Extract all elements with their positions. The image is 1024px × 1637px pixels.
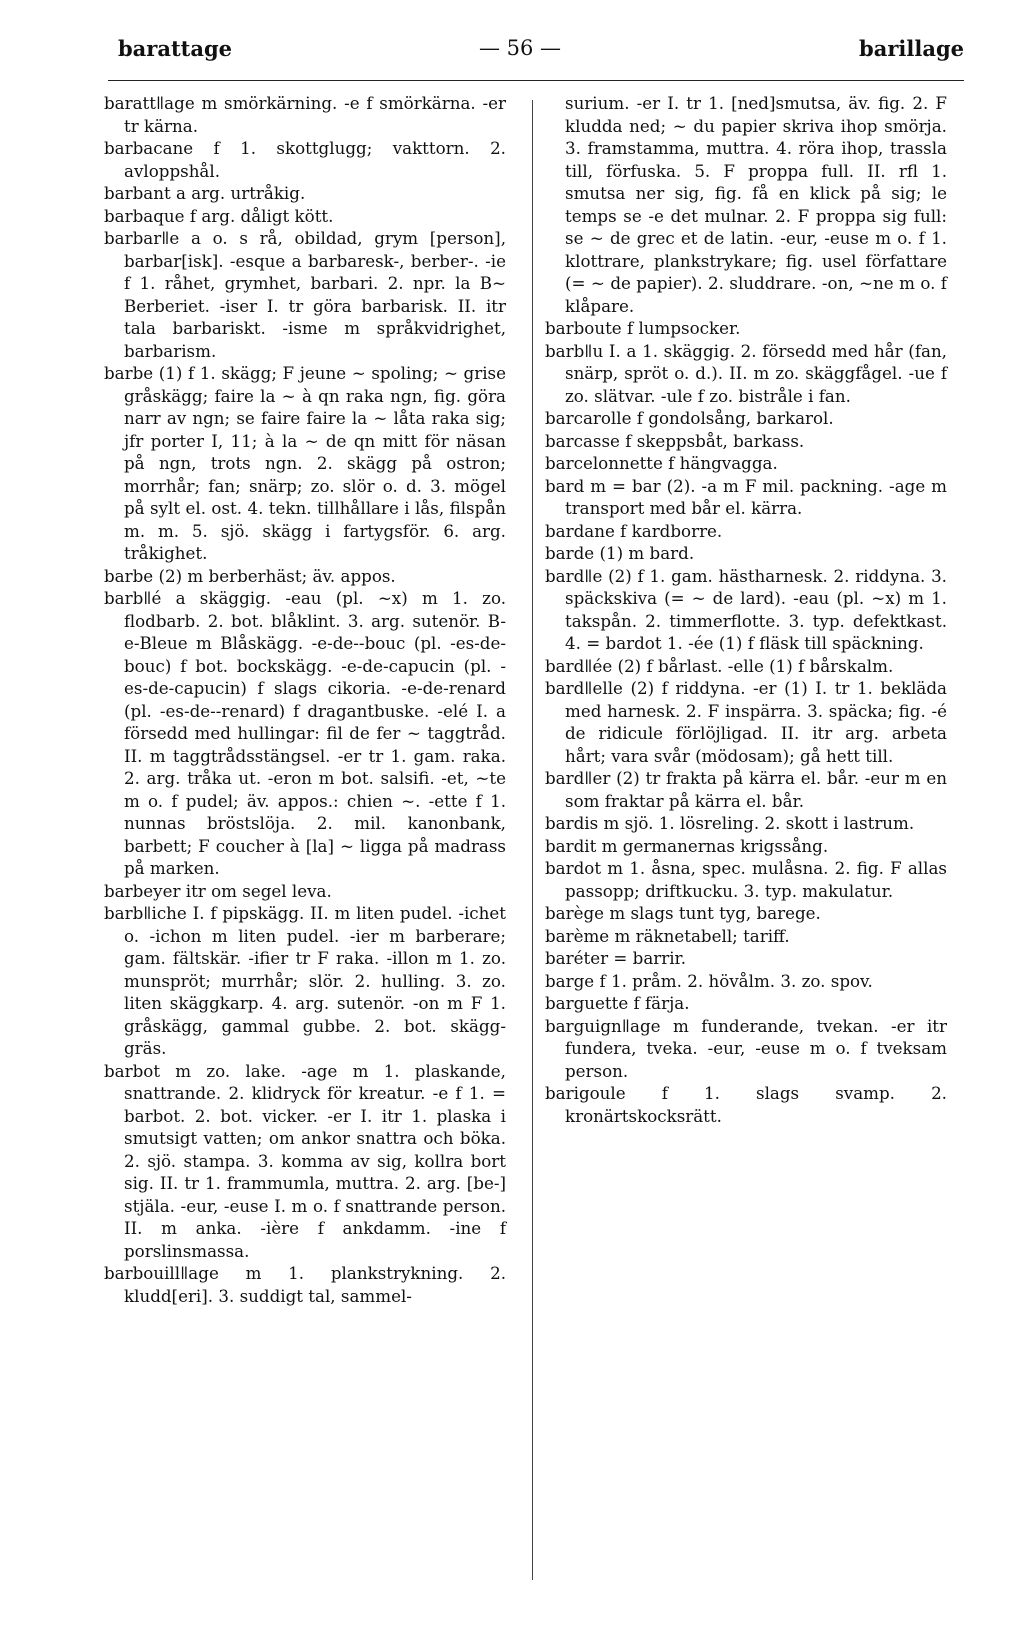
entry: bardot m 1. åsna, spec. mulåsna. 2. fig. F allas passopp; driftkucku. 3. typ. makulatur. — [545, 858, 947, 901]
running-head-right: barillage — [859, 36, 964, 61]
right-column — [545, 92, 947, 1127]
entry: barbouillǁage m 1. plankstrykning. 2. kludd[eri]. 3. suddigt tal, sammel- — [104, 1263, 506, 1306]
entry: barbeyer itr om segel leva. — [104, 880, 332, 901]
left-column — [104, 92, 506, 1307]
entry: barbant a arg. urtråkig. — [104, 183, 306, 203]
entry: barbe (2) m berberhäst; äv. appos. — [104, 565, 396, 586]
entry: barguette f färja. — [545, 993, 690, 1013]
entry: barbarǁe a o. s rå, obildad, grym [person], barbar[isk]. -esque a barbaresk-, berber-. -ie f 1. råhet, grymhet, barbari. 2. npr. la B~ Berberiet. -iser I. tr göra barbarisk. II. itr tala barbariskt. -isme m språkvidrighet, barbarism. — [104, 228, 506, 361]
entry: barigoule f 1. slags svamp. 2. kronärtskocksrätt. — [545, 1083, 947, 1126]
entry: barbe (1) f 1. skägg; F jeune ~ spoling; ~ grise gråskägg; faire la ~ à qn raka ngn, fig. göra narr av ngn; se faire faire la ~ låta raka sig; jfr porter I, 11; à la ~ de qn mitt för näsan på ngn, trots ngn. 2. skägg på ostron; morrhår; fan; snärp; zo. slör o. d. 3. mögel på sylt el. ost. 4. tekn. tillhållare i lås, filspån m. m. 5. sjö. skägg i fartygsför. 6. arg. tråkighet. — [104, 363, 506, 563]
entry: barde (1) m bard. — [545, 543, 695, 563]
entry: barcasse f skeppsbåt, barkass. — [545, 430, 805, 451]
entry: barbǁé a skäggig. -eau (pl. ~x) m 1. zo. flodbarb. 2. bot. blåklint. 3. arg. sutenör. B-e-Bleue m Blåskägg. -e-de--bouc (pl. -es-de-bouc) f bot. bockskägg. -e-de-capucin (pl. -es-de-capucin) f slags cikoria. -e-de-renard (pl. -es-de--renard) f dragantbuske. -elé I. a försedd med hullingar: fil de fer ~ taggtråd. II. m taggtrådsstängsel. -er tr 1. gam. raka. 2. arg. tråka ut. -eron m bot. salsifi. -et, ~te m o. f pudel; äv. appos.: chien ~. -ette f 1. nunnas bröstslöja. 2. mil. kanonbank, barbett; F coucher à [la] ~ ligga på madrass på marken. — [104, 588, 506, 878]
entry: barège m slags tunt tyg, barege. — [545, 903, 821, 923]
entry: bardǁelle (2) f riddyna. -er (1) I. tr 1. bekläda med harnesk. 2. F inspärra. 3. späcka; fig. -é de ridicule förlöjligad. II. itr arg. arbeta hårt; vara svår (mödosam); gå hett till. — [545, 678, 947, 766]
entry: bard m = bar (2). -a m F mil. packning. -age m transport med bår el. kärra. — [545, 475, 947, 518]
entry: barème m räknetabell; tariff. — [545, 925, 790, 946]
entry: barcelonnette f hängvagga. — [545, 453, 778, 473]
page-number: — 56 — — [478, 36, 562, 60]
entry: barboute f lumpsocker. — [545, 318, 741, 338]
entry: bardǁe (2) f 1. gam. hästharnesk. 2. riddyna. 3. späckskiva (= ~ de lard). -eau (pl. ~x) m 1. takspån. 2. timmerflotte. 3. typ. defektkast. 4. = bardot 1. -ée (1) f fläsk till späckning. — [545, 565, 947, 653]
entry: barbǁiche I. f pipskägg. II. m liten pudel. -ichet o. -ichon m liten pudel. -ier m barberare; gam. fältskär. -ifier tr F raka. -illon m 1. zo. munspröt; murrhår; slör. 2. hulling. 3. zo. liten skäggkarp. 4. arg. sutenör. -on m F 1. gråskägg, gammal gubbe. 2. bot. skägg-gräs. — [104, 903, 506, 1058]
column-divider — [532, 100, 533, 1580]
entry: baréter = barrir. — [545, 948, 687, 968]
entry: barattǁage m smörkärning. -e f smörkärna. -er tr kärna. — [104, 93, 506, 136]
running-head-left: barattage — [118, 36, 233, 61]
entry: barbǁu I. a 1. skäggig. 2. försedd med hår (fan, snärp, spröt o. d.). II. m zo. skäggfågel. -ue f zo. slätvar. -ule f zo. bistråle i fan. — [545, 340, 947, 406]
entry: barge f 1. pråm. 2. hövålm. 3. zo. spov. — [545, 970, 873, 991]
entry: bardit m germanernas krigssång. — [545, 835, 829, 856]
entry-continuation: surium. -er I. tr 1. [ned]smutsa, äv. fig. 2. F kludda ned; ~ du papier skriva ihop smörja. 3. framstamma, muttra. 4. röra ihop, trassla till, förfuska. 5. F proppa full. II. rfl 1. smutsa ner sig, fig. få en klick på sig; le temps se -e det mulnar. 2. F proppa sig full: se ~ de grec et de latin. -eur, -euse m o. f 1. klottrare, plankstrykare; fig. usel författare (= ~ de papier). 2. sluddrare. -on, ~ne m o. f klåpare. — [565, 93, 947, 316]
entry: bardǁée (2) f bårlast. -elle (1) f bårskalm. — [545, 655, 894, 676]
header-rule — [108, 80, 964, 81]
entry: barbot m zo. lake. -age m 1. plaskande, snattrande. 2. klidryck för kreatur. -e f 1. = barbot. 2. bot. vicker. -er I. itr 1. plaska i smutsigt vatten; om ankor snattra och böka. 2. sjö. stampa. 3. komma av sig, kollra bort sig. II. tr 1. frammumla, muttra. 2. arg. [be-] stjäla. -eur, -euse I. m o. f snattrande person. II. m anka. -ière f ankdamm. -ine f porslinsmassa. — [104, 1060, 506, 1261]
entry: barbaque f arg. dåligt kött. — [104, 205, 334, 226]
entry: barcarolle f gondolsång, barkarol. — [545, 408, 834, 428]
entry: barbacane f 1. skottglugg; vakttorn. 2. avloppshål. — [104, 138, 506, 181]
entry: bardǁer (2) tr frakta på kärra el. bår. -eur m en som fraktar på kärra el. bår. — [545, 768, 947, 811]
entry: bardis m sjö. 1. lösreling. 2. skott i lastrum. — [545, 813, 915, 833]
entry: barguignǁage m funderande, tvekan. -er itr fundera, tveka. -eur, -euse m o. f tveksam person. — [545, 1015, 947, 1081]
entry: bardane f kardborre. — [545, 520, 723, 541]
